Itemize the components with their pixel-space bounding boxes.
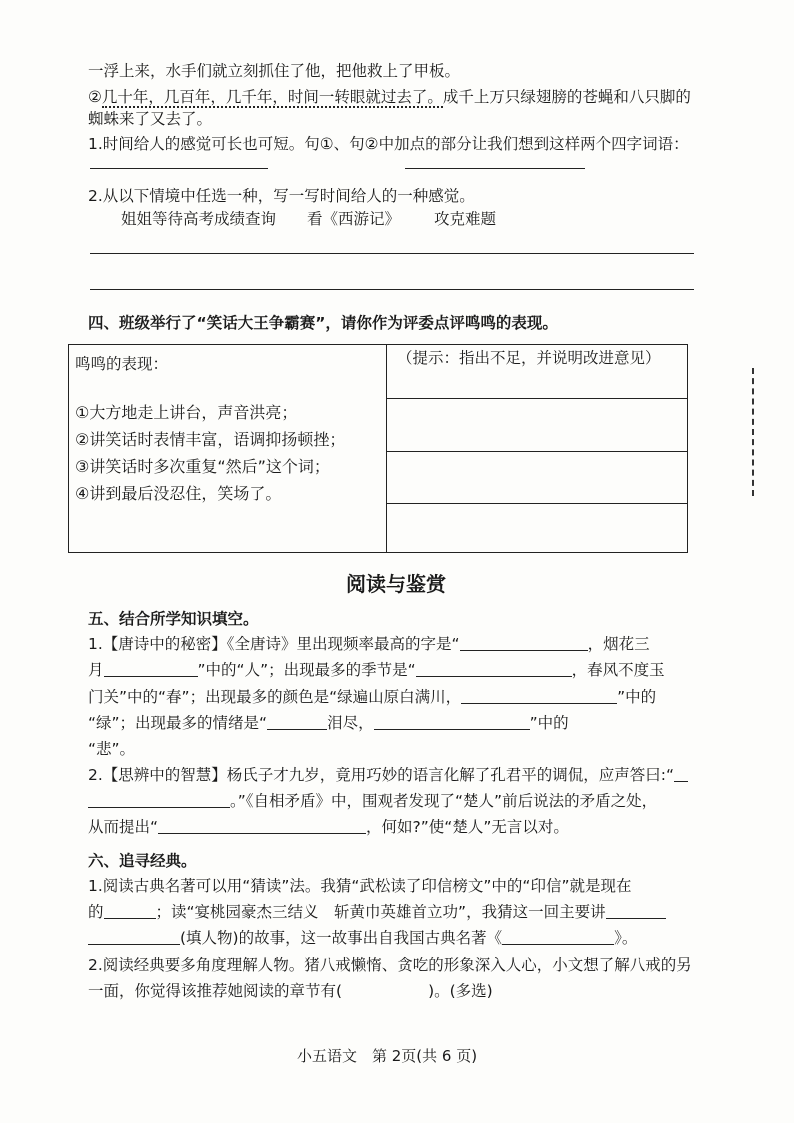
text-segment: ”中的 (529, 714, 569, 732)
performance-item: ③讲笑话时多次重复“然后”这个词； (75, 457, 330, 476)
answer-blank[interactable] (267, 713, 327, 730)
text-segment: 从而提出“ (88, 818, 159, 836)
text-segment: ”中的 (617, 688, 657, 706)
option-2: 看《西游记》 (307, 210, 401, 228)
answer-blank[interactable] (674, 765, 688, 782)
text-segment: 一面，你觉得该推荐她阅读的章节有( (88, 982, 343, 1000)
option-1: 姐姐等待高考成绩查询 (121, 210, 277, 228)
answer-blank[interactable] (416, 660, 572, 677)
comment-row[interactable] (387, 399, 687, 452)
performance-item: ①大方地走上讲台，声音洪亮； (75, 403, 298, 422)
answer-blank[interactable] (88, 928, 180, 945)
q6-2-line-1: 2.阅读经典要多角度理解人物。猪八戒懒惰、贪吃的形象深入人心，小文想了解八戒的另 (88, 956, 692, 974)
text-segment: ；读“宴桃园豪杰三结义 斩黄巾英雄首立功”，我猜这一回主要讲 (155, 903, 606, 921)
text-segment: ”中的“人”；出现最多的季节是“ (197, 661, 416, 679)
text-segment: ，何如?”使“楚人”无言以对。 (366, 818, 569, 836)
section-6-title: 六、追寻经典。 (88, 852, 197, 870)
comment-row[interactable] (387, 345, 687, 399)
text-segment: )。(多选) (428, 982, 493, 1000)
answer-line[interactable] (405, 168, 585, 169)
q5-1-line-1 (88, 633, 650, 655)
answer-blank[interactable] (374, 713, 530, 730)
q5-1-line-2 (88, 659, 665, 681)
circled-number: ② (88, 88, 102, 106)
text-segment: 1.【唐诗中的秘密】《全唐诗》里出现频率最高的字是“ (88, 635, 460, 653)
section-4-title: 四、班级举行了“笑话大王争霸赛”，请你作为评委点评鸣鸣的表现。 (88, 314, 558, 332)
q5-2-line-1 (88, 764, 688, 786)
comment-row[interactable] (387, 504, 687, 552)
text-segment: 2.【思辨中的智慧】杨氏子才九岁，竟用巧妙的语言化解了孔君平的调侃，应声答曰:“ (88, 766, 675, 784)
section-5-title: 五、结合所学知识填空。 (88, 610, 259, 628)
answer-blank[interactable] (502, 928, 614, 945)
text-segment: 泪尽， (327, 714, 374, 732)
text-segment: 门关”中的“春”；出现最多的颜色是“绿遍山原白满川， (88, 688, 462, 706)
text-segment: 。”《自相矛盾》中，围观者发现了“楚人”前后说法的矛盾之处， (230, 792, 658, 810)
text-segment: ，春风不度玉 (571, 661, 665, 679)
q5-1-line-3 (88, 686, 656, 708)
passage-line-1: 一浮上来，水手们就立刻抓住了他，把他救上了甲板。 (88, 62, 461, 80)
text-segment: 的 (88, 903, 104, 921)
passage-line-2-rest: 成千上万只绿翅膀的苍蝇和八只脚的 (442, 88, 691, 106)
page-footer: 小五语文 第 2页(共 6 页) (297, 1047, 478, 1065)
q6-2-line-2 (88, 980, 493, 1002)
question-3-2: 2.从以下情境中任选一种，写一写时间给人的一种感觉。 (88, 187, 475, 205)
comment-cell (387, 345, 688, 553)
answer-blank[interactable] (88, 791, 230, 808)
review-table (68, 344, 688, 553)
q5-2-line-2 (88, 790, 657, 812)
hint-text: （提示：指出不足，并说明改进意见） (397, 349, 661, 367)
q5-2-line-3 (88, 816, 569, 838)
text-segment: 月 (88, 661, 104, 679)
comment-rows (387, 345, 687, 552)
dotted-phrase: 几十年，几百年，几千年，时间一转眼就过去了。 (101, 88, 443, 106)
binding-margin-mark (752, 368, 754, 496)
performance-item: ②讲笑话时表情丰富，语调抑扬顿挫； (75, 430, 346, 449)
reading-section-heading: 阅读与鉴赏 (346, 572, 446, 596)
q5-1-line-5: “悲”。 (88, 740, 136, 758)
answer-blank[interactable] (460, 634, 588, 651)
q6-1-line-1: 1.阅读古典名著可以用“猜读”法。我猜“武松读了印信榜文”中的“印信”就是现在 (88, 877, 632, 895)
text-segment: “绿”；出现最多的情绪是“ (88, 714, 268, 732)
text-segment: 》。 (614, 929, 638, 947)
text-segment: (填人物)的故事，这一故事出自我国古典名著《 (180, 929, 503, 947)
option-3: 攻克难题 (434, 210, 497, 228)
text-segment: ，烟花三 (587, 635, 650, 653)
passage-line-2 (88, 86, 691, 108)
answer-blank[interactable] (606, 902, 666, 919)
q5-1-line-4 (88, 712, 569, 734)
question-3-1: 1.时间给人的感觉可长也可短。句①、句②中加点的部分让我们想到这样两个四字词语： (88, 135, 689, 153)
performance-list (75, 399, 386, 507)
q6-1-line-3 (88, 927, 637, 949)
answer-line[interactable] (90, 253, 694, 254)
performance-header: 鸣鸣的表现： (75, 355, 169, 373)
passage-line-3: 蜘蛛来了又去了。 (88, 110, 213, 128)
q6-1-line-2 (88, 901, 666, 923)
performance-cell (69, 345, 387, 553)
answer-line[interactable] (90, 168, 268, 169)
answer-blank[interactable] (104, 902, 156, 919)
answer-blank[interactable] (461, 687, 617, 704)
answer-line[interactable] (90, 289, 694, 290)
answer-blank[interactable] (158, 817, 366, 834)
performance-item: ④讲到最后没忍住，笑场了。 (75, 484, 282, 503)
comment-row[interactable] (387, 452, 687, 504)
answer-blank[interactable] (104, 660, 198, 677)
